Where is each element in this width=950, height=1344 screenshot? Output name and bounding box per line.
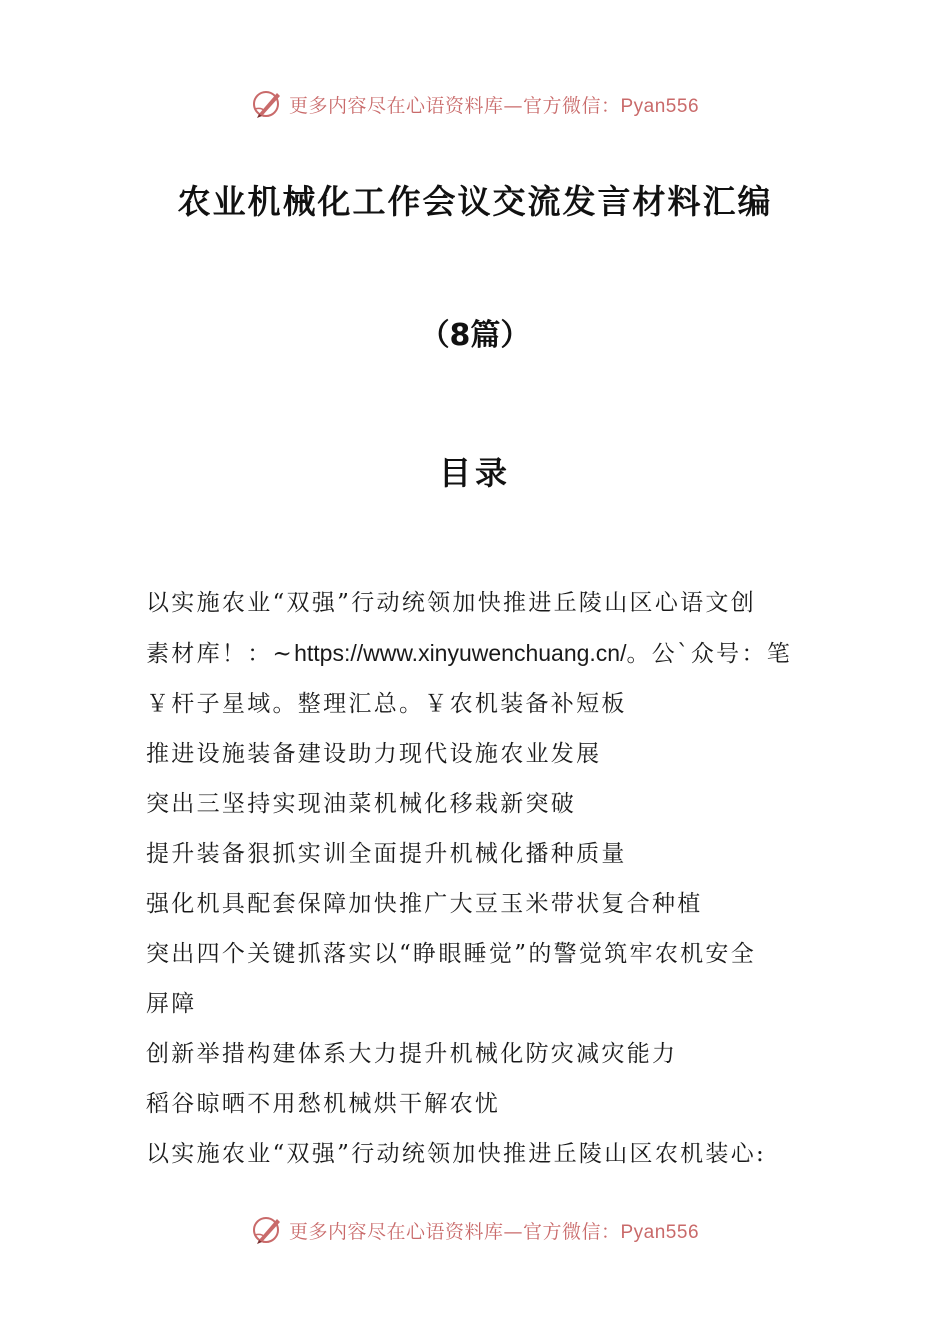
document-title: 农业机械化工作会议交流发言材料汇编 <box>177 182 773 221</box>
toc-line: 屏障 <box>146 991 197 1017</box>
banner-text: 更多内容尽在心语资料库—官方微信：Pyan556 <box>288 94 700 117</box>
toc-line: 素材库！：~https://www.xinyuwenchuang.cn/。公`众号：笔 <box>146 640 793 667</box>
table-of-contents <box>146 578 816 1179</box>
toc-heading: 目录 <box>438 454 511 492</box>
banner-wechat-id: Pyan556 <box>620 1221 700 1243</box>
header-banner <box>0 84 950 124</box>
toc-line: 创新举措构建体系大力提升机械化防灾减灾能力 <box>146 1041 678 1067</box>
toc-line: 稻谷晾晒不用愁机械烘干解农忧 <box>146 1091 501 1117</box>
pen-logo-icon <box>251 87 285 121</box>
toc-line: ￥杆子星域。整理汇总。￥农机装备补短板 <box>146 691 627 717</box>
toc-line: 以实施农业“双强”行动统领加快推进丘陵山区心语文创 <box>146 590 757 616</box>
document-subtitle: （8篇） <box>419 318 531 353</box>
toc-url: https://www.xinyuwenchuang.cn/ <box>294 640 627 666</box>
banner-wechat-id: Pyan556 <box>620 95 700 117</box>
toc-line: 以实施农业“双强”行动统领加快推进丘陵山区农机装心: <box>146 1141 767 1167</box>
toc-line: 提升装备狠抓实训全面提升机械化播种质量 <box>146 841 627 867</box>
toc-line: 突出三坚持实现油菜机械化移栽新突破 <box>146 791 577 817</box>
footer-banner <box>0 1210 950 1250</box>
toc-line: 突出四个关键抓落实以“睁眼睡觉”的警觉筑牢农机安全 <box>146 941 757 967</box>
pen-logo-icon <box>251 1213 285 1247</box>
banner-text: 更多内容尽在心语资料库—官方微信：Pyan556 <box>288 1220 700 1243</box>
toc-line: 强化机具配套保障加快推广大豆玉米带状复合种植 <box>146 891 703 917</box>
toc-line: 推进设施装备建设助力现代设施农业发展 <box>146 741 602 767</box>
